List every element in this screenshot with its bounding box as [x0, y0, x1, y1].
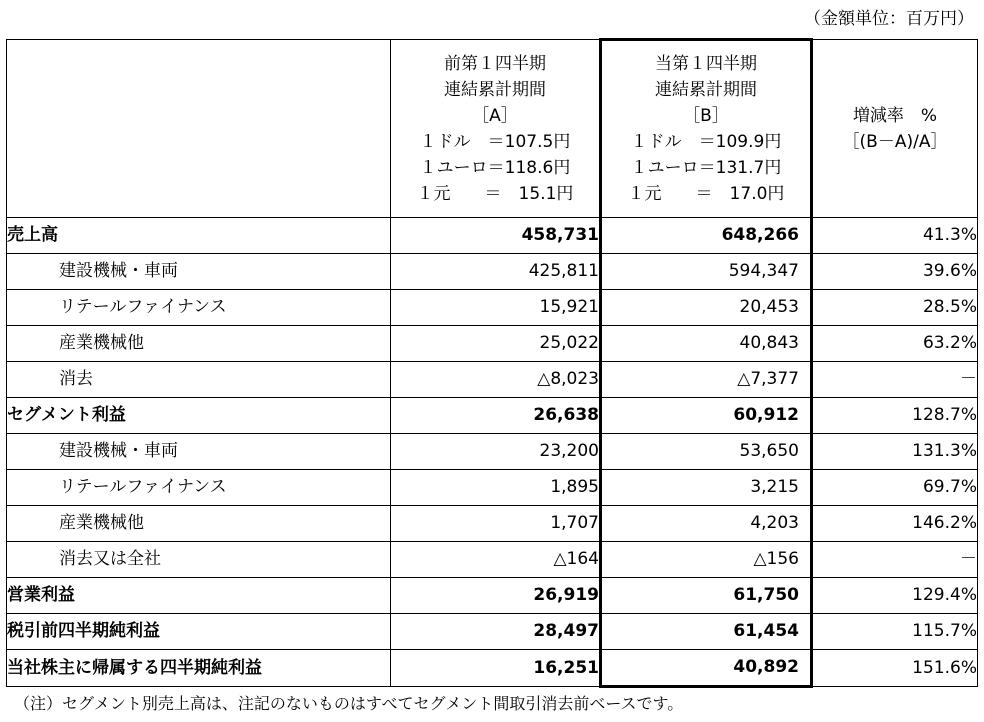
row-label: 消去 [7, 362, 391, 398]
table-row [7, 290, 978, 326]
value-change-rate: 39.6% [812, 254, 978, 290]
value-prior: 26,919 [391, 578, 601, 614]
value-current: 60,912 [601, 398, 812, 434]
row-label: 建設機械・車両 [7, 434, 391, 470]
value-prior: 15,921 [391, 290, 601, 326]
value-current: 61,454 [601, 614, 812, 650]
table-row [7, 398, 978, 434]
value-change-rate: 28.5% [812, 290, 978, 326]
value-prior: △8,023 [391, 362, 601, 398]
header-b-rate-cny: １元 ＝ 17.0円 [627, 184, 785, 204]
value-current: △7,377 [601, 362, 812, 398]
value-prior: 26,638 [391, 398, 601, 434]
table-row [7, 542, 978, 578]
header-a-rate-cny: １元 ＝ 15.1円 [416, 183, 574, 204]
value-prior: 25,022 [391, 326, 601, 362]
table-row [7, 578, 978, 614]
header-b-line1: 当第１四半期 [655, 54, 757, 74]
value-change-rate: 129.4% [812, 578, 978, 614]
value-prior: 16,251 [391, 650, 601, 687]
header-b-rate-eur: １ユーロ＝131.7円 [630, 158, 782, 178]
row-label: 税引前四半期純利益 [7, 614, 391, 650]
table-row [7, 614, 978, 650]
value-prior: 28,497 [391, 614, 601, 650]
value-change-rate: 146.2% [812, 506, 978, 542]
row-label: 産業機械他 [7, 326, 391, 362]
value-change-rate: 128.7% [812, 398, 978, 434]
value-prior: 1,707 [391, 506, 601, 542]
value-change-rate: 115.7% [812, 614, 978, 650]
table-header-row [7, 40, 978, 218]
header-current-period [601, 40, 812, 218]
value-change-rate: 151.6% [812, 650, 978, 687]
footnote: （注）セグメント別売上高は、注記のないものはすべてセグメント間取引消去前ベースです。 [14, 694, 684, 713]
value-current: 40,892 [601, 650, 812, 687]
value-current: 61,750 [601, 578, 812, 614]
row-label: 営業利益 [7, 578, 391, 614]
table-row [7, 254, 978, 290]
value-change-rate: － [812, 542, 978, 578]
row-label: 消去又は全社 [7, 542, 391, 578]
row-label: セグメント利益 [7, 398, 391, 434]
table-row [7, 470, 978, 506]
header-a-line3: ［A］ [472, 105, 518, 126]
value-change-rate: 131.3% [812, 434, 978, 470]
value-current: △156 [601, 542, 812, 578]
value-current: 40,843 [601, 326, 812, 362]
header-rate-line1: 増減率 % [852, 105, 938, 126]
row-label: リテールファイナンス [7, 290, 391, 326]
header-prior-period [391, 40, 601, 218]
row-label: 売上高 [7, 218, 391, 254]
value-prior: △164 [391, 542, 601, 578]
table-row [7, 506, 978, 542]
table-row [7, 434, 978, 470]
header-b-rate-usd: １ドル ＝109.9円 [630, 132, 782, 152]
value-change-rate: 41.3% [812, 218, 978, 254]
header-a-line2: 連結累計期間 [444, 79, 546, 100]
unit-label: （金額単位：百万円） [804, 9, 974, 29]
value-current: 4,203 [601, 506, 812, 542]
table-row [7, 326, 978, 362]
table-row [7, 218, 978, 254]
row-label: 産業機械他 [7, 506, 391, 542]
row-label: 建設機械・車両 [7, 254, 391, 290]
header-change-rate [812, 40, 978, 218]
value-current: 594,347 [601, 254, 812, 290]
header-a-rate-eur: １ユーロ＝118.6円 [419, 157, 571, 178]
row-label: 当社株主に帰属する四半期純利益 [7, 650, 391, 687]
value-current: 53,650 [601, 434, 812, 470]
row-label: リテールファイナンス [7, 470, 391, 506]
header-label-cell [7, 40, 391, 218]
value-change-rate: 63.2% [812, 326, 978, 362]
value-current: 20,453 [601, 290, 812, 326]
value-prior: 23,200 [391, 434, 601, 470]
header-a-rate-usd: １ドル ＝107.5円 [419, 131, 571, 152]
value-prior: 458,731 [391, 218, 601, 254]
table-row [7, 362, 978, 398]
value-change-rate: － [812, 362, 978, 398]
value-change-rate: 69.7% [812, 470, 978, 506]
table-row [7, 650, 978, 687]
header-b-line2: 連結累計期間 [655, 80, 757, 100]
value-current: 3,215 [601, 470, 812, 506]
header-rate-line2: ［(B－A)/A］ [842, 131, 948, 152]
value-prior: 1,895 [391, 470, 601, 506]
header-b-line3: ［B］ [683, 106, 729, 126]
value-prior: 425,811 [391, 254, 601, 290]
financial-results-table [6, 38, 978, 688]
header-a-line1: 前第１四半期 [444, 53, 546, 74]
value-current: 648,266 [601, 218, 812, 254]
